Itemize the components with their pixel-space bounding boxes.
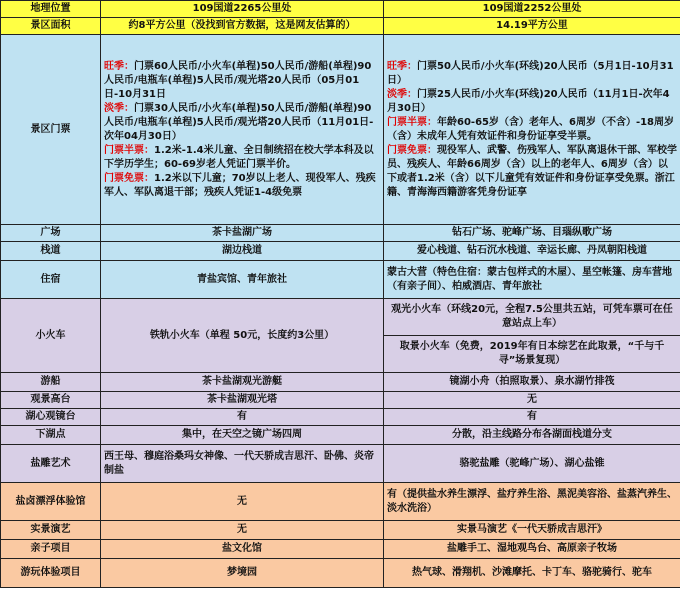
family-site-b: 盐雕手工、湿地观鸟台、高原亲子牧场 <box>384 540 680 559</box>
boat-row <box>1 373 680 392</box>
boardwalk-label: 栈道 <box>1 242 101 261</box>
sculpture-site-a: 西王母、穆庭浴桑玛女神像、一代天骄成吉思汗、卧佛、炎帝制盐 <box>101 445 384 483</box>
sculpture-site-b: 骆驼盐雕（驼峰广场）、湖心盐锥 <box>384 445 680 483</box>
lodging-site-b: 蒙古大营（特色住宿：蒙古包样式的木屋）、星空帐篷、房车营地（有亲子间）、柏威酒店、青年旅社 <box>384 261 680 299</box>
ticket-text: 1.2米以下儿童；70岁以上老人、现役军人、残疾军人、军队离退干部；残疾人凭证1-4级免票 <box>104 172 376 198</box>
ticket-text: 现役军人、武警、伤残军人、军队离退休干部、军校学员、残疾人、年龄66周岁（含）以上的老年人、6周岁（含）以下或者1.2米（含）以下儿童凭有效证件和身份证享受免票。浙江籍、青海海西籍游客凭身份证享 <box>387 144 677 198</box>
mirror-site-a: 有 <box>101 409 384 426</box>
show-label: 实景演艺 <box>1 521 101 540</box>
lodging-site-a: 青盐宾馆、青年旅社 <box>101 261 384 299</box>
play-site-a: 梦境园 <box>101 559 384 588</box>
ticket-tag: 门票半票： <box>387 116 437 128</box>
mirror-site-b: 有 <box>384 409 680 426</box>
float-site-a: 无 <box>101 483 384 521</box>
header-site-b: 109国道2252公里处 <box>384 1 680 18</box>
ticket-tag: 门票免票： <box>104 172 154 184</box>
header-site-a: 109国道2265公里处 <box>101 1 384 18</box>
mirror-label: 湖心观镜台 <box>1 409 101 426</box>
play-row <box>1 559 680 588</box>
tower-label: 观景高台 <box>1 392 101 409</box>
ticket-off-b <box>387 88 677 116</box>
ticket-text: 门票60人民币/小火车(单程)50人民币/游船(单程)90人民币/电瓶车(单程)5人民币/观光塔20人民币（05月01日-10月31日 <box>104 60 372 100</box>
sculpture-label: 盐雕艺术 <box>1 445 101 483</box>
lodging-row <box>1 261 680 299</box>
area-row <box>1 18 680 35</box>
ticket-peak-a <box>104 60 380 102</box>
ticket-tag: 淡季： <box>104 102 134 114</box>
float-row <box>1 483 680 521</box>
boat-site-b: 镜湖小舟（拍照取景）、泉水湖竹排筏 <box>384 373 680 392</box>
train-site-b-tour: 观光小火车（环线20元，全程7.5公里共五站，可凭车票可在任意站点上车） <box>384 299 680 336</box>
ticket-tag: 淡季： <box>387 88 417 100</box>
family-label: 亲子项目 <box>1 540 101 559</box>
water-label: 下湖点 <box>1 426 101 445</box>
ticket-text: 1.2米-1.4米儿童、全日制统招在校大学本科及以下学历学生；60-69岁老人凭证门票半价。 <box>104 144 374 170</box>
header-row <box>1 1 680 18</box>
ticket-tag: 旺季： <box>104 60 134 72</box>
lodging-label: 住宿 <box>1 261 101 299</box>
square-label: 广场 <box>1 225 101 242</box>
ticket-tag: 旺季： <box>387 60 417 72</box>
family-row <box>1 540 680 559</box>
ticket-half-a <box>104 144 380 172</box>
train-site-b-scene: 取景小火车（免费，2019年有日本综艺在此取景，“千与千寻”场景复现） <box>384 336 680 373</box>
ticket-off-a <box>104 102 380 144</box>
ticket-free-a <box>104 172 380 200</box>
boardwalk-row <box>1 242 680 261</box>
ticket-text: 门票25人民币/小火车(环线)20人民币（11月1日-次年4月30日） <box>387 88 670 114</box>
tickets-row <box>1 35 680 225</box>
mirror-row <box>1 409 680 426</box>
boat-label: 游船 <box>1 373 101 392</box>
show-site-a: 无 <box>101 521 384 540</box>
square-site-b: 钻石广场、驼峰广场、目瑙纵歌广场 <box>384 225 680 242</box>
area-site-a: 约8平方公里（没找到官方数据，这是网友估算的） <box>101 18 384 35</box>
play-label: 游玩体验项目 <box>1 559 101 588</box>
square-row <box>1 225 680 242</box>
boardwalk-site-b: 爱心栈道、钻石沉水栈道、幸运长廊、丹凤朝阳栈道 <box>384 242 680 261</box>
tower-site-b: 无 <box>384 392 680 409</box>
ticket-half-b <box>387 116 677 144</box>
ticket-free-b <box>387 144 677 200</box>
ticket-peak-b <box>387 60 677 88</box>
sculpture-row <box>1 445 680 483</box>
tower-row <box>1 392 680 409</box>
train-label: 小火车 <box>1 299 101 373</box>
tickets-label: 景区门票 <box>1 35 101 225</box>
train-row-a <box>1 299 680 336</box>
water-row <box>1 426 680 445</box>
tickets-site-a <box>101 35 384 225</box>
boat-site-a: 茶卡盐湖观光游艇 <box>101 373 384 392</box>
tickets-site-b <box>384 35 680 225</box>
area-site-b: 14.19平方公里 <box>384 18 680 35</box>
header-location: 地理位置 <box>1 1 101 18</box>
ticket-tag: 门票免票： <box>387 144 437 156</box>
train-site-a: 铁轨小火车（单程 50元，长度约3公里） <box>101 299 384 373</box>
ticket-text: 门票30人民币/小火车(单程)50人民币/游船(单程)90人民币/电瓶车(单程)5人民币/观光塔20人民币（11月01日-次年04月30日） <box>104 102 374 142</box>
play-site-b: 热气球、滑翔机、沙滩摩托、卡丁车、骆驼骑行、驼车 <box>384 559 680 588</box>
show-site-b: 实景马演艺《一代天骄成吉思汗》 <box>384 521 680 540</box>
square-site-a: 茶卡盐湖广场 <box>101 225 384 242</box>
water-site-b: 分散，沿主线路分布各湖面栈道分支 <box>384 426 680 445</box>
float-label: 盐卤漂浮体验馆 <box>1 483 101 521</box>
boardwalk-site-a: 湖边栈道 <box>101 242 384 261</box>
float-site-b: 有（提供盐水养生漂浮、盐疗养生浴、黑泥美容浴、盐蒸汽养生、淡水洗浴） <box>384 483 680 521</box>
show-row <box>1 521 680 540</box>
tower-site-a: 茶卡盐湖观光塔 <box>101 392 384 409</box>
ticket-text: 门票50人民币/小火车(环线)20人民币（5月1日-10月31日） <box>387 60 674 86</box>
ticket-text: 年龄60-65岁（含）老年人、6周岁（不含）-18周岁（含）未成年人凭有效证件和身份证享受半票。 <box>387 116 675 142</box>
water-site-a: 集中，在天空之镜广场四周 <box>101 426 384 445</box>
area-label: 景区面积 <box>1 18 101 35</box>
ticket-tag: 门票半票： <box>104 144 154 156</box>
family-site-a: 盐文化馆 <box>101 540 384 559</box>
